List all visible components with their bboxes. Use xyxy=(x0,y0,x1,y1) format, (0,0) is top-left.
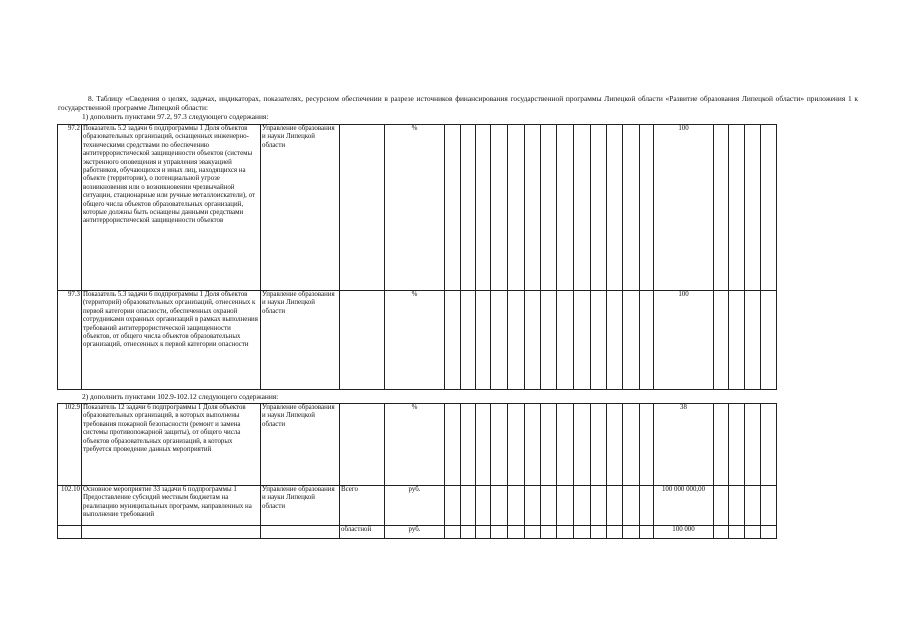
empty-cell xyxy=(574,291,591,390)
empty-cell xyxy=(541,291,557,390)
unit-cell: % xyxy=(385,404,445,486)
funding-source-cell xyxy=(340,125,385,291)
empty-cell xyxy=(491,486,508,526)
empty-cell xyxy=(574,125,591,291)
empty-cell xyxy=(607,291,623,390)
empty-cell xyxy=(714,291,729,390)
empty-cell xyxy=(445,526,461,539)
indicator-name-cell: Основное мероприятие 33 задачи 6 подпрограммы 1 Предоставление субсидий местным бюджетам на реализацию муниципальных программ, направленных на выполнение требований xyxy=(82,486,261,526)
empty-cell xyxy=(761,486,777,526)
empty-cell xyxy=(761,526,777,539)
table-row xyxy=(58,125,777,291)
empty-cell xyxy=(491,526,508,539)
empty-cell xyxy=(761,125,777,291)
executor-cell: Управление образования и науки Липецкой области xyxy=(261,404,340,486)
indicator-table-a xyxy=(57,124,777,390)
empty-cell xyxy=(640,486,654,526)
unit-cell: руб. xyxy=(385,486,445,526)
empty-cell xyxy=(541,125,557,291)
indicator-name-cell: Показатель 12 задачи 6 подпрограммы 1 Доля объектов образовательных организаций, в которых выполнены требования пожарной безопасности (ремонт и замена системы противопожарной защиты), от общего числа объектов образовательных организаций, в которых требуется проведение данных мероприятий xyxy=(82,404,261,486)
empty-cell xyxy=(761,291,777,390)
empty-cell xyxy=(525,486,541,526)
empty-cell xyxy=(557,526,574,539)
empty-cell xyxy=(476,526,491,539)
empty-cell xyxy=(557,404,574,486)
empty-cell xyxy=(714,526,729,539)
executor-cell xyxy=(261,526,340,539)
empty-cell xyxy=(491,404,508,486)
empty-cell xyxy=(745,291,761,390)
empty-cell xyxy=(729,291,745,390)
empty-cell xyxy=(761,404,777,486)
target-value-cell: 100 xyxy=(654,291,714,390)
empty-cell xyxy=(640,404,654,486)
empty-cell xyxy=(714,125,729,291)
empty-cell xyxy=(574,526,591,539)
row-number-cell: 97.2 xyxy=(58,125,82,291)
empty-cell xyxy=(591,291,607,390)
empty-cell xyxy=(640,125,654,291)
empty-cell xyxy=(729,404,745,486)
empty-cell xyxy=(461,291,476,390)
executor-cell: Управление образования и науки Липецкой области xyxy=(261,486,340,526)
unit-cell: % xyxy=(385,125,445,291)
row-number-cell: 102.9 xyxy=(58,404,82,486)
empty-cell xyxy=(525,404,541,486)
empty-cell xyxy=(623,526,640,539)
empty-cell xyxy=(729,125,745,291)
empty-cell xyxy=(640,526,654,539)
target-value-cell: 38 xyxy=(654,404,714,486)
indicator-name-cell: Показатель 5.2 задачи 6 подпрограммы 1 Доля объектов образовательных организаций, оснащенных инженерно-техническими средствами по обеспечению антитеррористической защищенности объектов (системы экстренного оповещения и управления эвакуацией работников, обучающихся и иных лиц, находящихся на объекте (территории), о потенциальной угрозе возникновения или о возникновении чрезвычайной ситуации, стационарные или ручные металлоискатели), от общего числа объектов образовательных организаций, которые должны быть оснащены данными средствами антитеррористической защищенности объектов xyxy=(82,125,261,291)
empty-cell xyxy=(508,125,525,291)
funding-source-cell: областной xyxy=(340,526,385,539)
indicator-name-cell xyxy=(82,526,261,539)
empty-cell xyxy=(745,486,761,526)
executor-cell: Управление образования и науки Липецкой области xyxy=(261,125,340,291)
intro-paragraph: 8. Таблицу «Сведения о целях, задачах, индикаторах, показателях, ресурсном обеспечении в разрезе источников финансирования государственной программы Липецкой области «Развитие образования Липецкой области» приложения 1 к государственной программе Липецкой области: xyxy=(58,94,858,112)
empty-cell xyxy=(525,291,541,390)
empty-cell xyxy=(461,125,476,291)
funding-source-cell xyxy=(340,404,385,486)
table-row xyxy=(58,291,777,390)
empty-cell xyxy=(445,125,461,291)
funding-source-cell xyxy=(340,291,385,390)
empty-cell xyxy=(729,526,745,539)
empty-cell xyxy=(508,291,525,390)
step-2-text: 2) дополнить пунктами 102.9-102.12 следующего содержания: xyxy=(82,392,279,401)
empty-cell xyxy=(508,486,525,526)
empty-cell xyxy=(623,291,640,390)
empty-cell xyxy=(607,125,623,291)
empty-cell xyxy=(476,404,491,486)
empty-cell xyxy=(445,404,461,486)
funding-source-cell: Всего xyxy=(340,486,385,526)
empty-cell xyxy=(557,486,574,526)
empty-cell xyxy=(557,125,574,291)
empty-cell xyxy=(640,291,654,390)
empty-cell xyxy=(591,526,607,539)
empty-cell xyxy=(476,486,491,526)
empty-cell xyxy=(491,125,508,291)
empty-cell xyxy=(591,486,607,526)
row-number-cell: 97.3 xyxy=(58,291,82,390)
empty-cell xyxy=(541,404,557,486)
indicator-name-cell: Показатель 5.3 задачи 6 подпрограммы 1 Доля объектов (территорий) образовательных организаций, отнесенных к первой категории опасности, обеспеченных охраной сотрудниками охранных организаций в рамках выполнения требований антитеррористической защищенности объектов, от общего числа объектов образовательных организаций, отнесенных к первой категории опасности xyxy=(82,291,261,390)
step-1-text: 1) дополнить пунктами 97.2, 97.3 следующего содержания: xyxy=(82,112,269,121)
empty-cell xyxy=(607,526,623,539)
empty-cell xyxy=(745,526,761,539)
unit-cell: % xyxy=(385,291,445,390)
table-row xyxy=(58,404,777,486)
empty-cell xyxy=(445,486,461,526)
empty-cell xyxy=(607,486,623,526)
empty-cell xyxy=(714,404,729,486)
empty-cell xyxy=(541,486,557,526)
empty-cell xyxy=(574,486,591,526)
indicator-table-b xyxy=(57,403,777,539)
empty-cell xyxy=(591,404,607,486)
empty-cell xyxy=(525,125,541,291)
empty-cell xyxy=(525,526,541,539)
empty-cell xyxy=(623,404,640,486)
empty-cell xyxy=(541,526,557,539)
unit-cell: руб. xyxy=(385,526,445,539)
empty-cell xyxy=(623,125,640,291)
empty-cell xyxy=(745,404,761,486)
target-value-cell: 100 000 xyxy=(654,526,714,539)
executor-cell: Управление образования и науки Липецкой области xyxy=(261,291,340,390)
empty-cell xyxy=(557,291,574,390)
empty-cell xyxy=(607,404,623,486)
empty-cell xyxy=(714,486,729,526)
empty-cell xyxy=(623,486,640,526)
empty-cell xyxy=(461,486,476,526)
empty-cell xyxy=(445,291,461,390)
empty-cell xyxy=(476,125,491,291)
empty-cell xyxy=(574,404,591,486)
empty-cell xyxy=(508,404,525,486)
table-row xyxy=(58,486,777,526)
empty-cell xyxy=(591,125,607,291)
row-number-cell: 102.10 xyxy=(58,486,82,526)
empty-cell xyxy=(476,291,491,390)
empty-cell xyxy=(461,404,476,486)
empty-cell xyxy=(508,526,525,539)
target-value-cell: 100 000 000,00 xyxy=(654,486,714,526)
empty-cell xyxy=(729,486,745,526)
table-row xyxy=(58,526,777,539)
target-value-cell: 100 xyxy=(654,125,714,291)
empty-cell xyxy=(745,125,761,291)
empty-cell xyxy=(491,291,508,390)
empty-cell xyxy=(461,526,476,539)
row-number-cell xyxy=(58,526,82,539)
